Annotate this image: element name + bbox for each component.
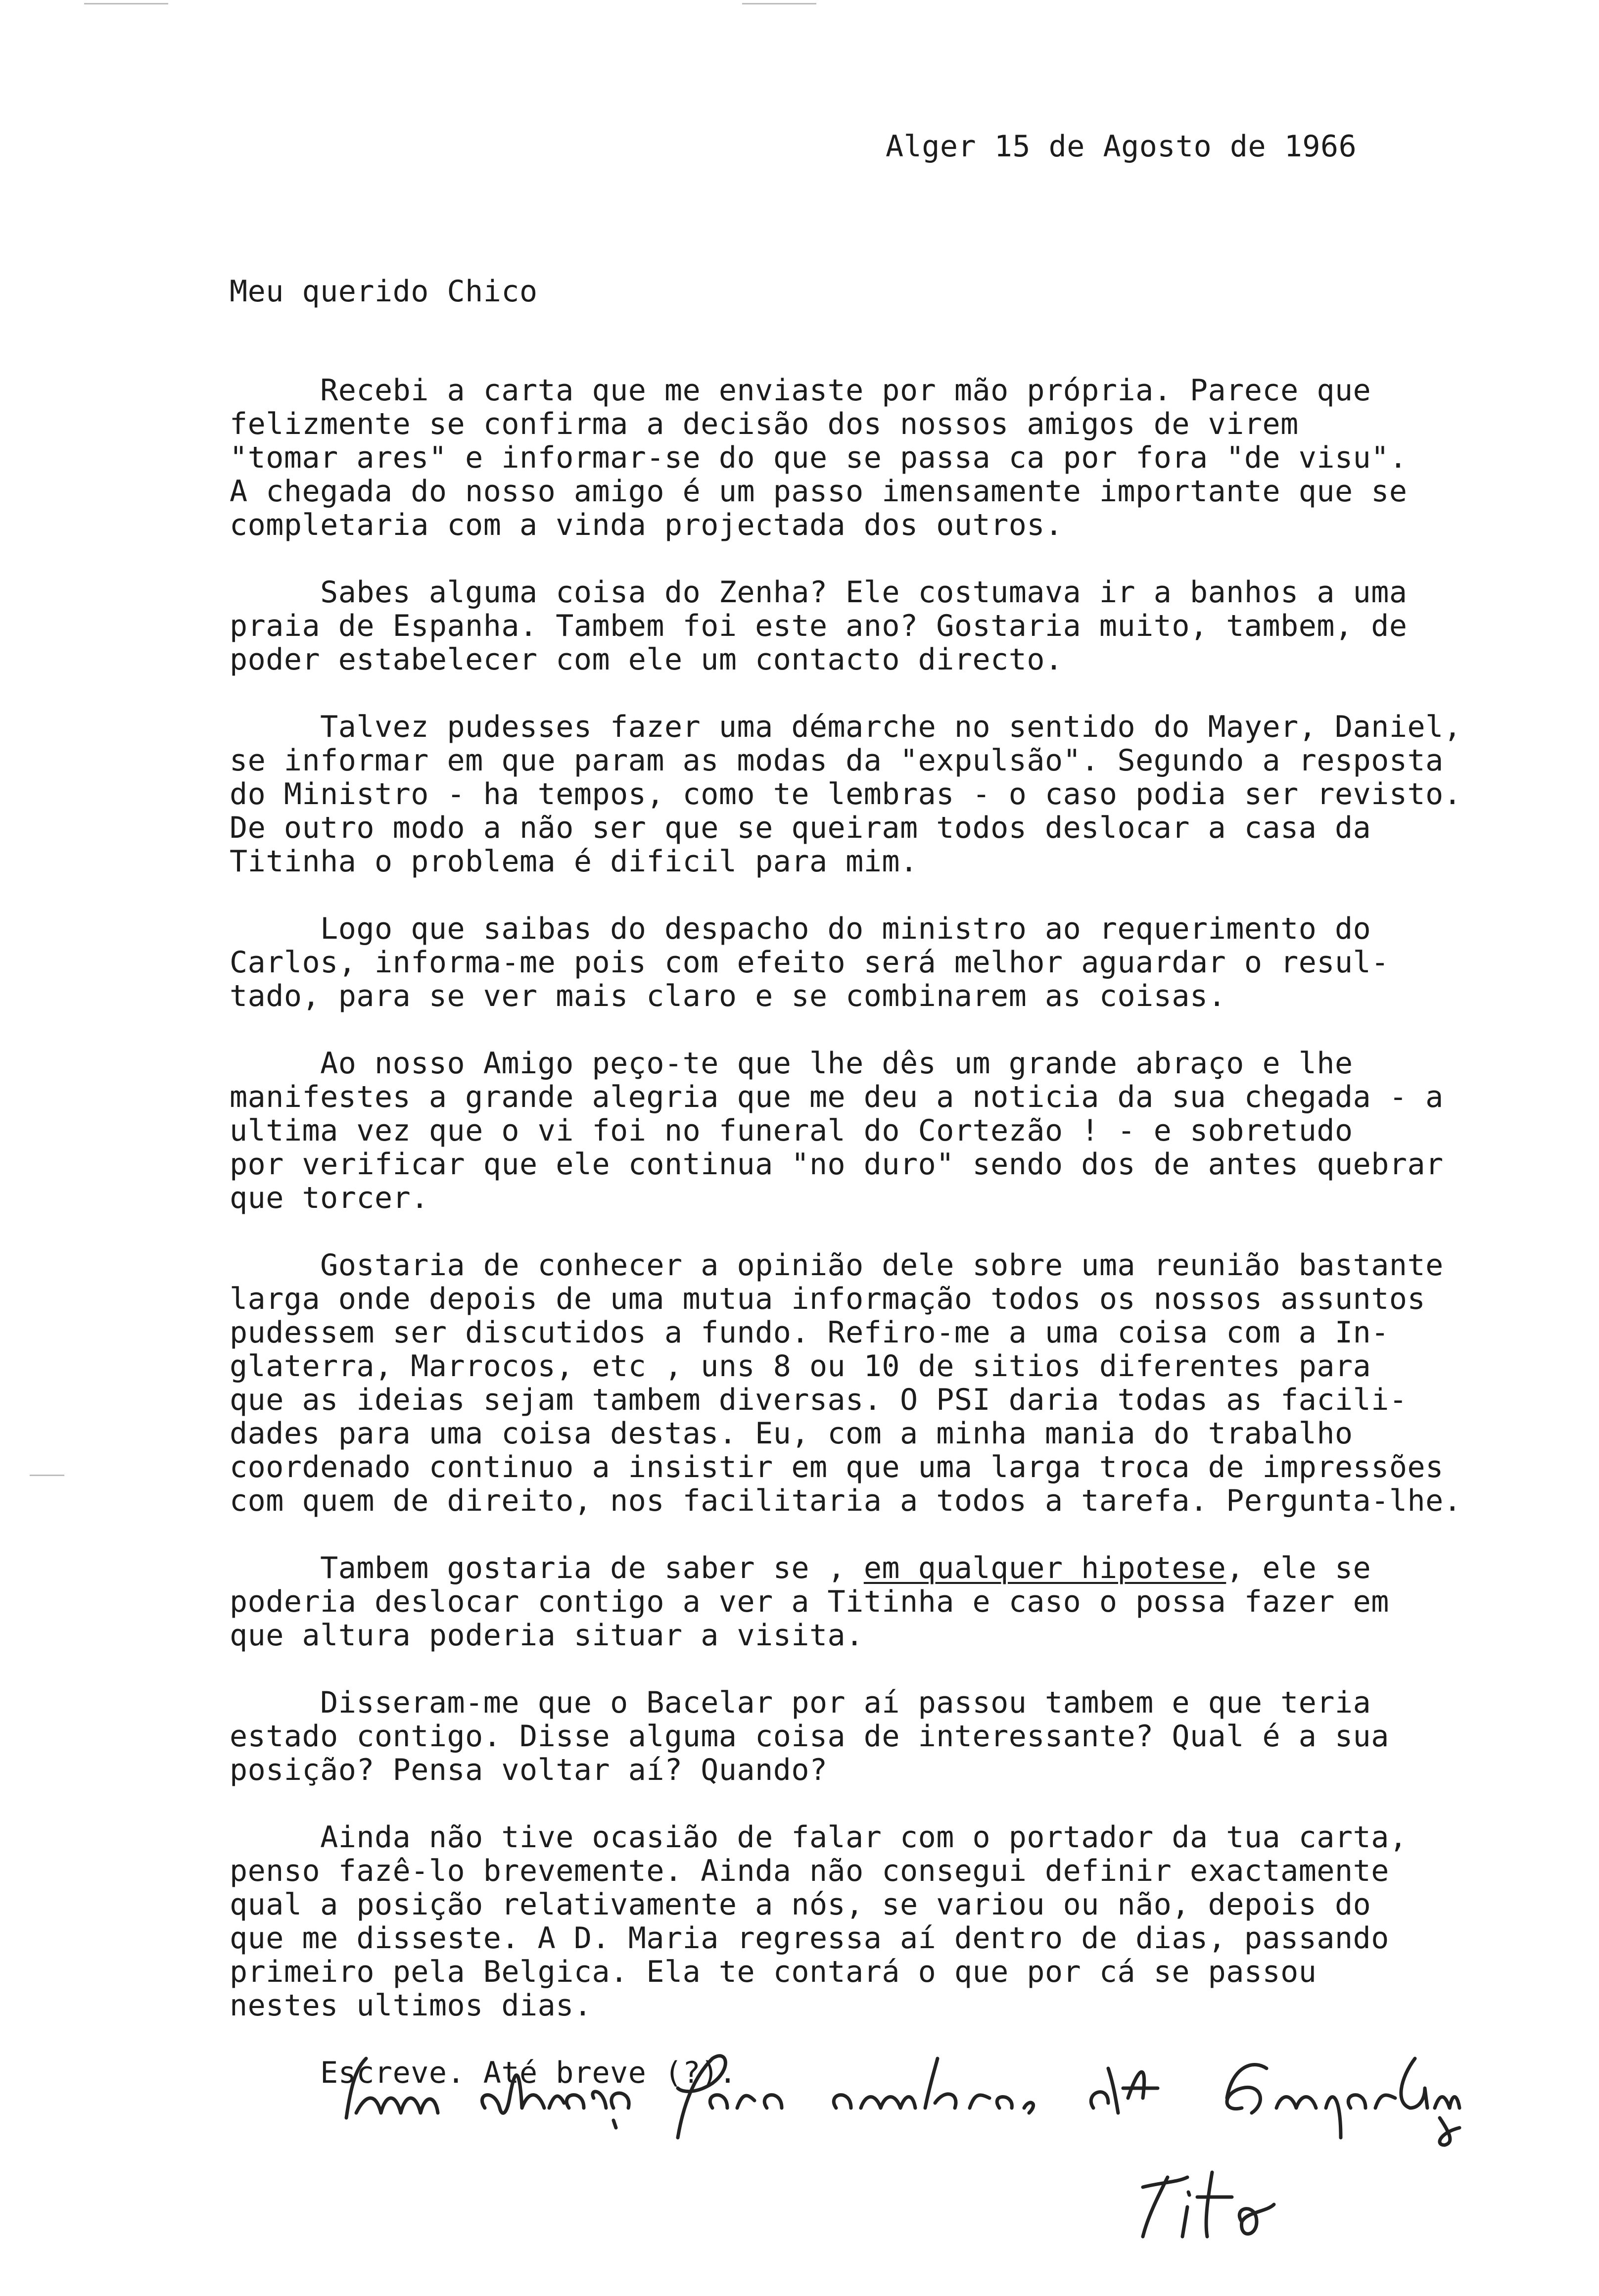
paragraph [230,1047,1585,1215]
text-line: tado, para se ver mais claro e se combinarem as coisas. [230,979,1226,1013]
text-line: De outro modo a não ser que se queiram todos deslocar a casa da [230,811,1371,845]
paragraph [230,1820,1585,2022]
text-line: pudessem ser discutidos a fundo. Refiro-me a uma coisa com a In- [230,1315,1389,1350]
text-line: que me disseste. A D. Maria regressa aí dentro de dias, passando [230,1921,1389,1956]
salutation: Meu querido Chico [230,274,538,309]
paragraph [230,710,1585,878]
text-line: Titinha o problema é dificil para mim. [230,844,918,879]
text-line: ultima vez que o vi foi no funeral do Cortezão ! - e sobretudo [230,1113,1353,1148]
text-line: poderia deslocar contigo a ver a Titinha e caso o possa fazer em [230,1584,1389,1619]
text-line: Sabes alguma coisa do Zenha? Ele costumava ir a banhos a uma [230,575,1408,610]
text-line: poder estabelecer com ele um contacto directo. [230,642,1063,677]
underlined-phrase: em qualquer hipotese [863,1551,1226,1585]
text-line: Carlos, informa-me pois com efeito será melhor aguardar o resul- [230,945,1389,980]
text-line: Gostaria de conhecer a opinião dele sobre uma reunião bastante [230,1248,1444,1283]
text-line: do Ministro - ha tempos, como te lembras - o caso podia ser revisto. [230,777,1462,812]
paragraph [230,912,1585,1013]
text-line: estado contigo. Disse alguma coisa de interessante? Qual é a sua [230,1719,1389,1754]
text-line: praia de Espanha. Tambem foi este ano? Gostaria muito, tambem, de [230,609,1408,643]
text-line: por verificar que ele continua "no duro" sendo dos de antes quebrar [230,1147,1444,1182]
handwritten-sign-off [336,2039,1474,2148]
letter-date: Alger 15 de Agosto de 1966 [886,129,1357,164]
text-line: com quem de direito, nos facilitaria a todos a tarefa. Pergunta-lhe. [230,1483,1462,1518]
text-line: A chegada do nosso amigo é um passo imensamente importante que se [230,474,1408,509]
text-line: manifestes a grande alegria que me deu a noticia da sua chegada - a [230,1080,1444,1114]
paragraph [230,374,1585,542]
text-line: glaterra, Marrocos, etc , uns 8 ou 10 de sitios diferentes para [230,1349,1371,1384]
paragraph [230,1248,1585,1518]
text-line: posição? Pensa voltar aí? Quando? [230,1753,828,1787]
paragraph [230,1686,1585,1787]
closing-line: Escreve. Até breve (?). [230,2056,737,2090]
text-line: Ainda não tive ocasião de falar com o portador da tua carta, [230,1820,1408,1855]
text-line: Logo que saibas do despacho do ministro ao requerimento do [230,911,1371,946]
text-line: completaria com a vinda projectada dos outros. [230,508,1063,542]
text-line: dades para uma coisa destas. Eu, com a minha mania do trabalho [230,1416,1353,1451]
text-line: "tomar ares" e informar-se do que se passa ca por fora "de visu". [230,440,1408,475]
paragraph [230,1551,1585,1652]
text-line: coordenado continuo a insistir em que uma larga troca de impressões [230,1450,1444,1484]
scan-edge-mark [84,3,168,4]
text-line: larga onde depois de uma mutua informação todos os nossos assuntos [230,1282,1426,1316]
text-line: qual a posição relativamente a nós, se variou ou não, depois do [230,1887,1371,1922]
text-line: que torcer. [230,1181,429,1215]
text-segment: Tambem gostaria de saber se , [230,1551,864,1585]
text-line: Ao nosso Amigo peço-te que lhe dês um grande abraço e lhe [230,1046,1353,1081]
text-segment: , ele se [1226,1551,1371,1585]
text-line: se informar em que param as modas da "expulsão". Segundo a resposta [230,743,1444,778]
text-line: que as ideias sejam tambem diversas. O PSI daria todas as facili- [230,1383,1408,1417]
handwritten-signature [1133,2157,1281,2256]
text-line: que altura poderia situar a visita. [230,1618,864,1653]
text-line: nestes ultimos dias. [230,1988,592,2023]
text-line: Talvez pudesses fazer uma démarche no sentido do Mayer, Daniel, [230,710,1462,744]
text-line: Disseram-me que o Bacelar por aí passou tambem e que teria [230,1685,1371,1720]
scan-edge-mark [30,1475,64,1476]
paragraph [230,575,1585,676]
text-line: penso fazê-lo brevemente. Ainda não consegui definir exactamente [230,1854,1389,1888]
scan-edge-mark [742,3,816,4]
letter-body [230,374,1585,2123]
text-line: Recebi a carta que me enviaste por mão própria. Parece que [230,373,1371,408]
text-line: felizmente se confirma a decisão dos nossos amigos de virem [230,407,1299,441]
text-line: primeiro pela Belgica. Ela te contará o que por cá se passou [230,1955,1317,1989]
text-line [230,1551,1585,1585]
